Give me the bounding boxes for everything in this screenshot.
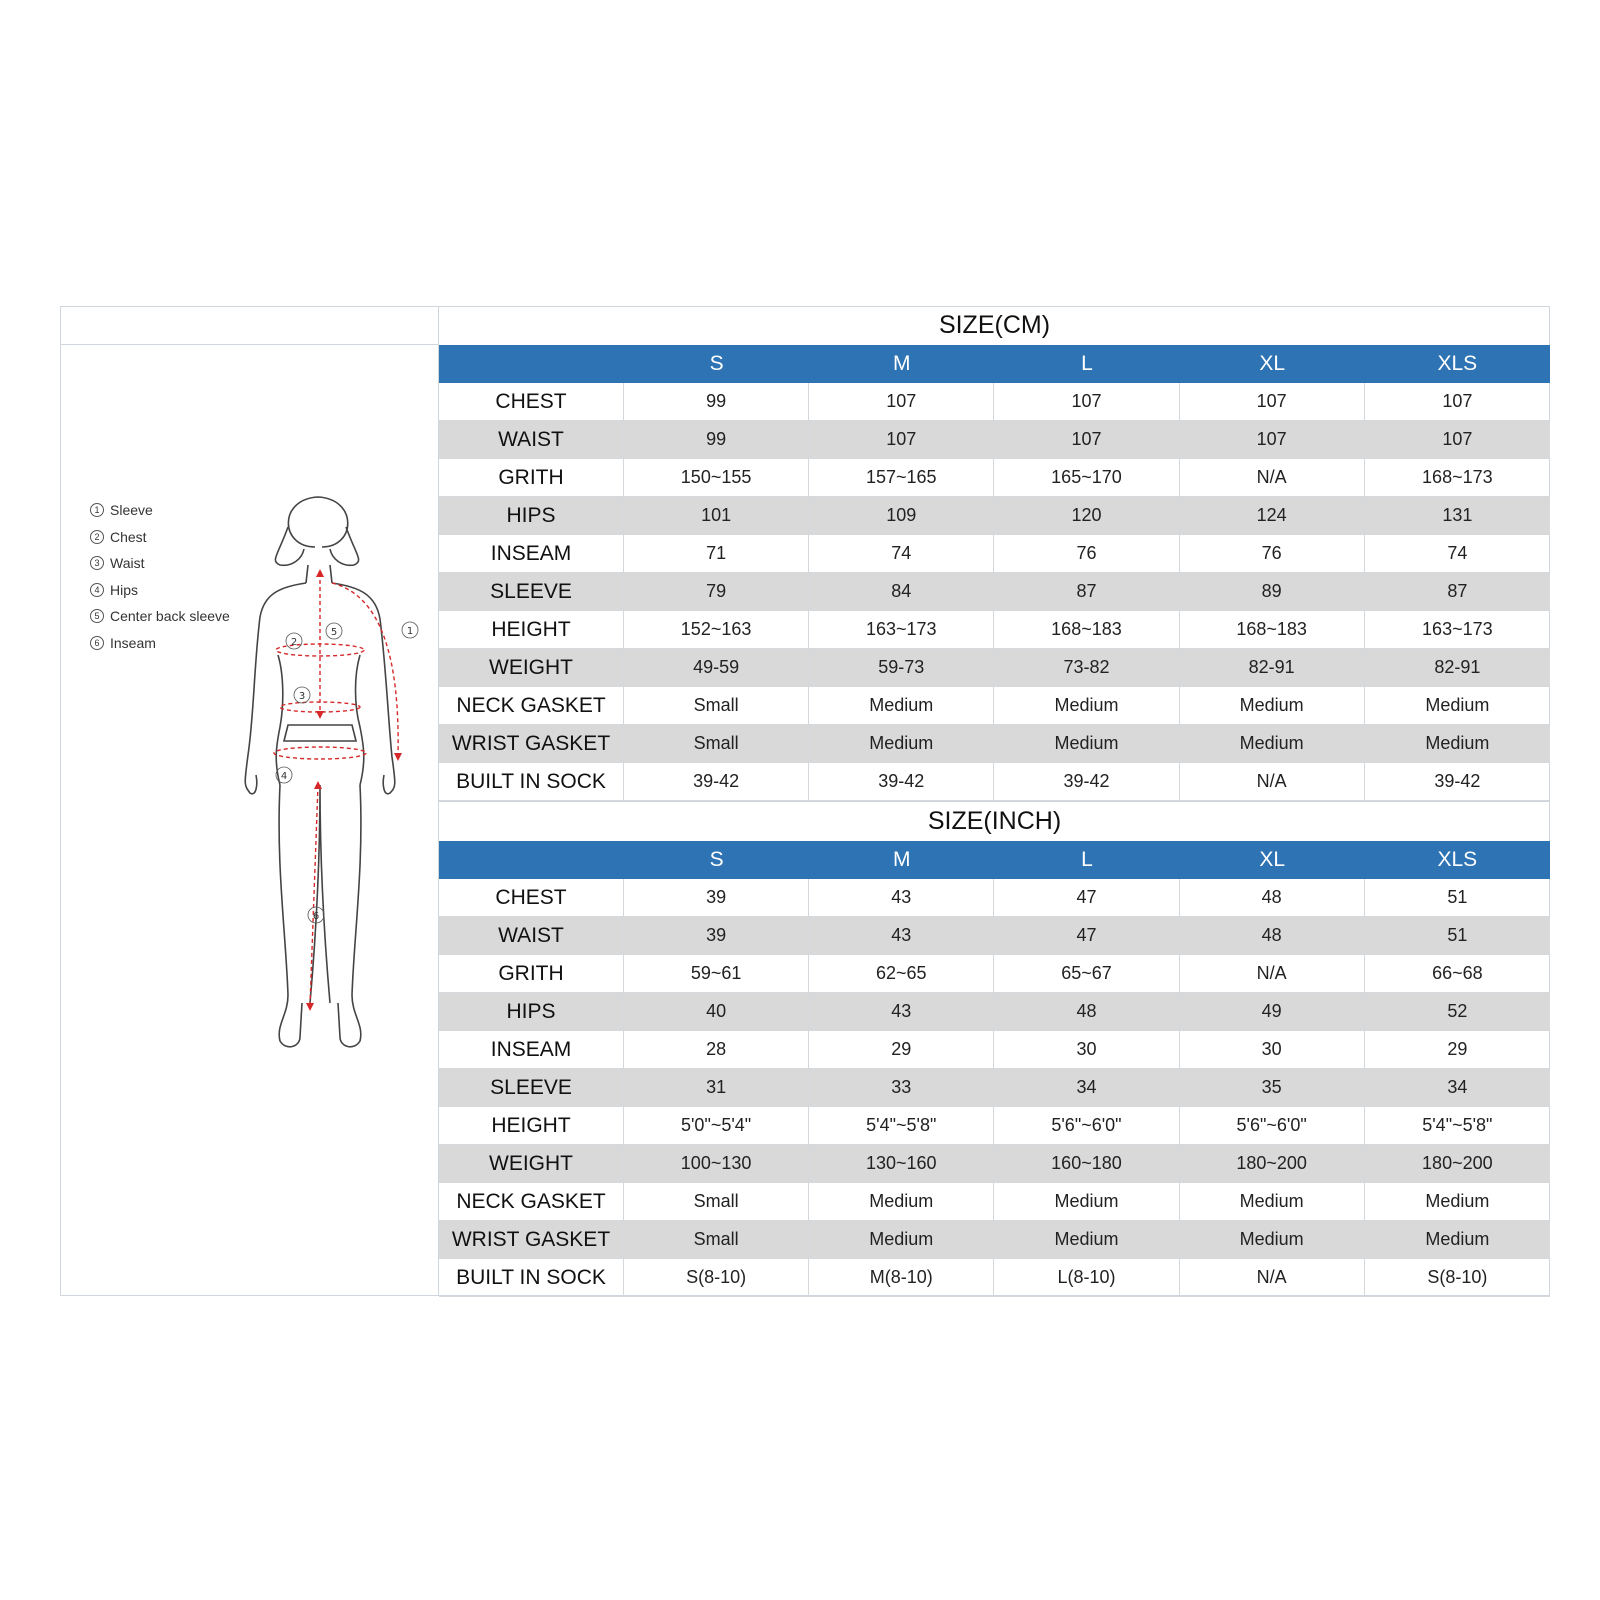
legend-label: Inseam	[110, 634, 156, 651]
table-cell: 109	[809, 497, 994, 534]
table-cell: 39-42	[1434, 771, 1481, 791]
table-cell: 168~183	[994, 611, 1179, 648]
table-row	[439, 649, 1550, 687]
table-cell: 51	[1447, 925, 1468, 945]
legend-item	[90, 550, 230, 577]
legend-label: Chest	[110, 528, 147, 545]
cm-size-header-row	[439, 345, 1550, 383]
legend-label: Sleeve	[110, 502, 153, 519]
table-cell: 87	[994, 573, 1179, 610]
row-label: NECK GASKET	[439, 1183, 624, 1220]
table-cell: N/A	[1180, 763, 1365, 800]
table-cell: 76	[1180, 535, 1365, 572]
table-cell: 107	[809, 421, 994, 458]
table-cell: 5'4"~5'8"	[1422, 1115, 1493, 1135]
table-cell: Medium	[1425, 733, 1490, 753]
size-header-xls: XLS	[1437, 848, 1478, 871]
table-cell: 30	[1180, 1031, 1365, 1068]
table-row	[439, 573, 1550, 611]
table-cell: 51	[1447, 887, 1468, 907]
table-cell: Medium	[994, 1221, 1179, 1258]
size-header-l: L	[1081, 352, 1093, 375]
table-row	[439, 687, 1550, 725]
table-cell: 101	[624, 497, 809, 534]
table-row	[439, 1107, 1550, 1145]
table-cell: Medium	[994, 687, 1179, 724]
table-cell: Small	[624, 1221, 809, 1258]
row-label: HIPS	[439, 993, 624, 1030]
table-row	[439, 763, 1550, 801]
table-cell: 82-91	[1434, 657, 1481, 677]
table-cell: 74	[809, 535, 994, 572]
svg-text:5: 5	[330, 627, 338, 638]
table-cell: 48	[1180, 879, 1365, 916]
table-cell: 99	[624, 421, 809, 458]
table-row	[439, 955, 1550, 993]
table-row	[439, 879, 1550, 917]
inch-size-table	[439, 801, 1550, 1297]
table-cell: Small	[624, 687, 809, 724]
row-label: BUILT IN SOCK	[439, 1259, 624, 1296]
table-cell: 180~200	[1180, 1145, 1365, 1182]
table-cell: 82-91	[1180, 649, 1365, 686]
left-header-cell	[60, 306, 439, 345]
cm-table-title: SIZE(CM)	[938, 311, 1051, 339]
table-cell: 43	[809, 917, 994, 954]
table-cell: 84	[809, 573, 994, 610]
body-measurement-figure-icon	[230, 485, 430, 1065]
table-cell: 65~67	[994, 955, 1179, 992]
table-cell: 31	[624, 1069, 809, 1106]
header-blank-cell	[439, 345, 624, 383]
table-cell: 107	[1180, 383, 1365, 420]
table-cell: 43	[809, 879, 994, 916]
row-label: NECK GASKET	[439, 687, 624, 724]
table-cell: 28	[624, 1031, 809, 1068]
table-cell: N/A	[1180, 955, 1365, 992]
table-row	[439, 1069, 1550, 1107]
header-blank-cell	[439, 841, 624, 879]
table-cell: 107	[1180, 421, 1365, 458]
svg-text:6: 6	[312, 911, 320, 922]
row-label: WEIGHT	[439, 1145, 624, 1182]
table-cell: 107	[809, 383, 994, 420]
table-cell: 29	[809, 1031, 994, 1068]
legend-label: Waist	[110, 555, 145, 572]
legend-number-icon: 2	[90, 530, 104, 544]
cm-table-body	[439, 383, 1550, 801]
table-row	[439, 725, 1550, 763]
table-cell: 52	[1447, 1001, 1468, 1021]
row-label: WRIST GASKET	[439, 725, 624, 762]
table-cell: 89	[1180, 573, 1365, 610]
legend-label: Center back sleeve	[110, 608, 230, 625]
legend-number-icon: 4	[90, 583, 104, 597]
table-row	[439, 1221, 1550, 1259]
row-label: CHEST	[439, 383, 624, 420]
table-cell: 131	[1442, 505, 1473, 525]
row-label: SLEEVE	[439, 1069, 624, 1106]
table-cell: Medium	[1180, 687, 1365, 724]
table-cell: 73-82	[994, 649, 1179, 686]
size-header-xl: XL	[1259, 352, 1285, 375]
row-label: CHEST	[439, 879, 624, 916]
table-cell: 165~170	[994, 459, 1179, 496]
table-cell: 163~173	[809, 611, 994, 648]
legend-item	[90, 497, 230, 524]
svg-text:3: 3	[298, 691, 306, 702]
table-cell: 160~180	[994, 1145, 1179, 1182]
table-cell: 163~173	[1422, 619, 1493, 639]
table-cell: S(8-10)	[1427, 1267, 1488, 1287]
table-cell: 30	[994, 1031, 1179, 1068]
size-header-l: L	[1081, 848, 1093, 871]
table-cell: 33	[809, 1069, 994, 1106]
legend-number-icon: 1	[90, 503, 104, 517]
table-cell: 49	[1180, 993, 1365, 1030]
table-cell: 39	[624, 879, 809, 916]
row-label: WAIST	[439, 421, 624, 458]
table-cell: 49-59	[624, 649, 809, 686]
size-header-m: M	[893, 848, 911, 871]
svg-text:2: 2	[290, 637, 298, 648]
table-cell: Medium	[1180, 1183, 1365, 1220]
table-cell: 99	[624, 383, 809, 420]
table-cell: Medium	[809, 1183, 994, 1220]
table-cell: 5'6"~6'0"	[994, 1107, 1179, 1144]
row-label: SLEEVE	[439, 573, 624, 610]
table-cell: Medium	[809, 687, 994, 724]
table-cell: L(8-10)	[994, 1259, 1179, 1296]
table-row	[439, 993, 1550, 1031]
table-cell: 39	[624, 917, 809, 954]
legend-label: Hips	[110, 581, 139, 598]
svg-text:4: 4	[280, 771, 288, 782]
table-cell: 62~65	[809, 955, 994, 992]
row-label: GRITH	[439, 459, 624, 496]
table-cell: 124	[1180, 497, 1365, 534]
table-cell: 59~61	[624, 955, 809, 992]
size-header-xl: XL	[1259, 848, 1285, 871]
table-cell: 40	[624, 993, 809, 1030]
row-label: WRIST GASKET	[439, 1221, 624, 1258]
table-cell: 34	[994, 1069, 1179, 1106]
row-label: BUILT IN SOCK	[439, 763, 624, 800]
table-cell: S(8-10)	[624, 1259, 809, 1296]
row-label: WEIGHT	[439, 649, 624, 686]
table-cell: Medium	[994, 1183, 1179, 1220]
legend-item	[90, 603, 230, 630]
table-cell: 157~165	[809, 459, 994, 496]
table-cell: Medium	[1180, 1221, 1365, 1258]
table-row	[439, 611, 1550, 649]
size-header-s: S	[709, 848, 724, 871]
table-cell: 180~200	[1422, 1153, 1493, 1173]
table-cell: 107	[994, 421, 1179, 458]
table-cell: Medium	[1425, 1229, 1490, 1249]
size-header-s: S	[709, 352, 724, 375]
table-cell: 59-73	[809, 649, 994, 686]
table-cell: 47	[994, 879, 1179, 916]
table-cell: Medium	[1180, 725, 1365, 762]
table-cell: 39-42	[624, 763, 809, 800]
table-cell: 29	[1447, 1039, 1468, 1059]
table-cell: Medium	[1425, 1191, 1490, 1211]
svg-text:1: 1	[406, 626, 414, 637]
table-cell: 87	[1447, 581, 1468, 601]
legend-number-icon: 6	[90, 636, 104, 650]
legend-number-icon: 5	[90, 609, 104, 623]
table-cell: Medium	[994, 725, 1179, 762]
legend-number-icon: 3	[90, 556, 104, 570]
table-row	[439, 1259, 1550, 1297]
table-cell: M(8-10)	[809, 1259, 994, 1296]
inch-size-header-row	[439, 841, 1550, 879]
table-row	[439, 497, 1550, 535]
table-row	[439, 535, 1550, 573]
measurement-legend	[90, 497, 230, 656]
row-label: INSEAM	[439, 535, 624, 572]
legend-item	[90, 524, 230, 551]
table-cell: 130~160	[809, 1145, 994, 1182]
table-cell: 5'4"~5'8"	[809, 1107, 994, 1144]
table-cell: N/A	[1180, 1259, 1365, 1296]
table-cell: 5'6"~6'0"	[1180, 1107, 1365, 1144]
table-cell: Small	[624, 1183, 809, 1220]
table-cell: 35	[1180, 1069, 1365, 1106]
table-cell: 5'0"~5'4"	[624, 1107, 809, 1144]
table-cell: 74	[1447, 543, 1468, 563]
inch-table-title: SIZE(INCH)	[439, 801, 1550, 841]
table-cell: 76	[994, 535, 1179, 572]
table-cell: 152~163	[624, 611, 809, 648]
table-cell: 120	[994, 497, 1179, 534]
table-cell: Small	[624, 725, 809, 762]
table-cell: 168~183	[1180, 611, 1365, 648]
table-cell: 39-42	[994, 763, 1179, 800]
table-cell: 107	[1442, 429, 1473, 449]
table-cell: 107	[994, 383, 1179, 420]
table-row	[439, 421, 1550, 459]
legend-item	[90, 577, 230, 604]
row-label: INSEAM	[439, 1031, 624, 1068]
row-label: WAIST	[439, 917, 624, 954]
table-cell: 100~130	[624, 1145, 809, 1182]
size-header-xls: XLS	[1437, 352, 1478, 375]
table-cell: 107	[1442, 391, 1473, 411]
row-label: GRITH	[439, 955, 624, 992]
table-cell: 34	[1447, 1077, 1468, 1097]
table-row	[439, 1145, 1550, 1183]
table-cell: 47	[994, 917, 1179, 954]
table-cell: 66~68	[1432, 963, 1483, 983]
table-cell: Medium	[809, 1221, 994, 1258]
inch-table-body	[439, 879, 1550, 1297]
table-cell: 71	[624, 535, 809, 572]
size-header-m: M	[893, 352, 911, 375]
table-row	[439, 383, 1550, 421]
measurement-guide-panel	[60, 345, 439, 1296]
table-row	[439, 459, 1550, 497]
table-row	[439, 1183, 1550, 1221]
row-label: HEIGHT	[439, 1107, 624, 1144]
table-cell: 150~155	[624, 459, 809, 496]
legend-item	[90, 630, 230, 657]
table-cell: 39-42	[809, 763, 994, 800]
table-cell: 48	[994, 993, 1179, 1030]
table-row	[439, 917, 1550, 955]
table-cell: 79	[624, 573, 809, 610]
table-cell: Medium	[809, 725, 994, 762]
table-cell: 48	[1180, 917, 1365, 954]
row-label: HIPS	[439, 497, 624, 534]
table-cell: Medium	[1425, 695, 1490, 715]
table-row	[439, 1031, 1550, 1069]
table-cell: N/A	[1180, 459, 1365, 496]
table-cell: 43	[809, 993, 994, 1030]
table-cell: 168~173	[1422, 467, 1493, 487]
cm-size-table	[439, 306, 1550, 801]
row-label: HEIGHT	[439, 611, 624, 648]
